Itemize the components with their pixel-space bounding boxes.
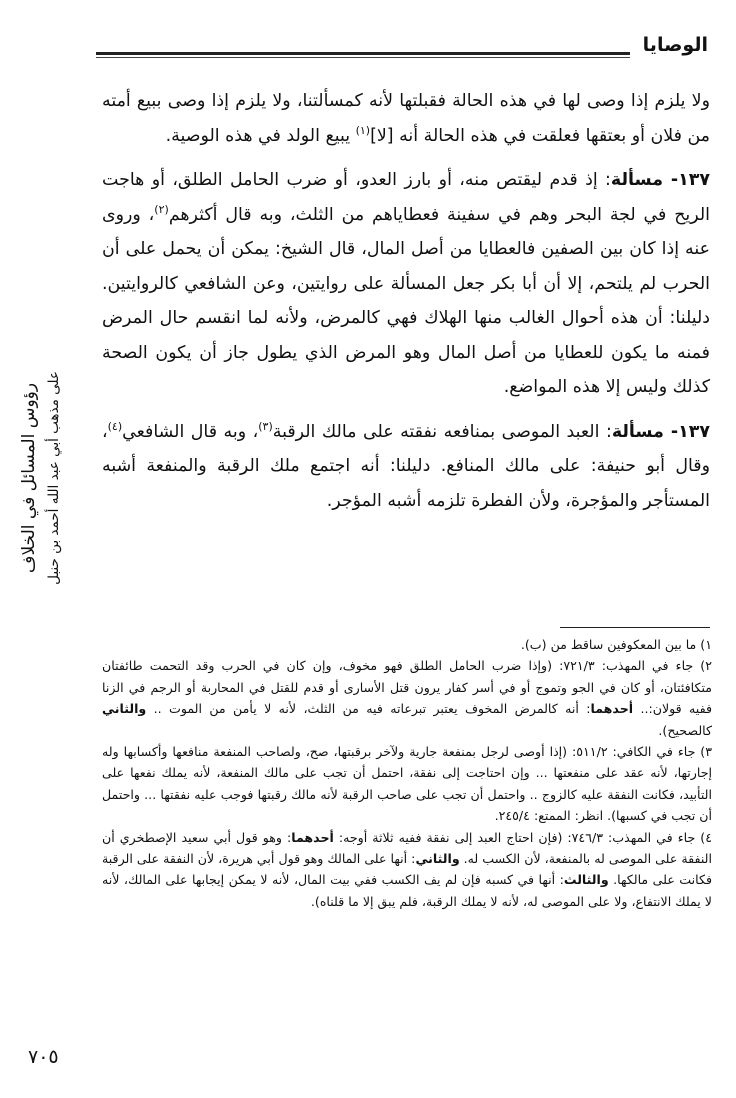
text-run: : إذ قدم ليقتص منه، أو بارز العدو، أو ضرب الحامل الطلق، أو هاجت الريح في لجة البحر وهم في سفينة فعطاياهم من الثلث، وبه قال أكثرهم: [102, 170, 710, 225]
text-run: ، وقال أبو حنيفة: على مالك المنافع. دليلنا: أنه اجتمع ملك الرقبة والمنفعة أشبه المستأجر والمؤجرة، ولأن الفطرة تلزمه أشبه المؤجر.: [102, 421, 710, 511]
footnote-ref: (٢): [154, 202, 169, 216]
side-title-sub: على مذهب أبي عبد الله أحمد بن حنبل: [46, 371, 62, 585]
text-run: : أنها في كسبه فإن لم يف الكسب ففي بيت المال، لأنه لا يمكن إيجابها على المالك، لأنه لا يملك الانتفاع، ولا على الموصى له، لأنه لا يملك الرقبة، فلم يبق إلا ما قلناه).: [102, 872, 712, 909]
bold-term: والثاني: [415, 851, 460, 867]
text-run: : وهو قول أبي سعيد الإصطخري أن النفقة على الموصى له بالمنفعة، لأن الكسب له.: [102, 829, 712, 867]
footnote-ref: (٣): [258, 419, 273, 433]
bold-term: والثالث: [563, 872, 609, 888]
main-text: [102, 84, 710, 518]
bold-term: والثاني: [102, 701, 147, 717]
issue-label: مسألة: [611, 421, 664, 442]
text-run: ، وبه قال الشافعي: [122, 421, 259, 442]
footnote-2: [102, 655, 712, 741]
header-rule-thick: [96, 52, 630, 55]
text-run: ٤) جاء في المهذب: ٧٤٦/٣: (فإن احتاج العبد إلى نفقة ففيه ثلاثة أوجه:: [333, 829, 712, 845]
running-header: [96, 28, 708, 68]
footnotes: [102, 634, 712, 912]
text-run: : أنه كالمرض المخوف يعتبر تبرعاته فيه من الثلث، لأنه لا يأمن من الموت ..: [146, 701, 591, 717]
footnote-4: [102, 827, 712, 913]
text-run: يبيع الولد في هذه الوصية.: [165, 125, 356, 146]
bold-term: أحدهما: [590, 701, 634, 717]
footnote-1: ١) ما بين المعكوفين ساقط من (ب).: [520, 637, 712, 652]
page-number: ٧٠٥: [28, 1046, 59, 1068]
chapter-title: الوصايا: [642, 34, 708, 56]
text-run: : أنها على المالك وهو قول أبي هريرة، لأن النفقة على الرقبة فكانت على مالكها.: [102, 851, 712, 888]
footnote-3: ٣) جاء في الكافي: ٥١١/٢: (إذا أوصى لرجل بمنفعة جارية ولآخر برقبتها، صح، ولصاحب المنفعة منافعها وأكسابها وله إجارتها، لأنه عقد على منفعتها ... وإن احتاجت إلى نفقة، احتمل أن تجب على مالك المنفعة، لأنه يملك نفعها على التأبيد، فكانت النفقة عليه كالزوج .. واحتمل أن تجب على صاحب الرقبة لأنه مالك رقبتها فوجب عليه نفقتها ... واحتمل أن تجب في كسبها). انظر: الممتع: ٢٤٥/٤.: [102, 744, 712, 824]
issue-number: ١٣٧-: [663, 421, 710, 442]
side-title-main: رؤوس المسائل في الخلاف: [19, 382, 39, 574]
paragraph-continuation: [102, 84, 710, 153]
header-rule-thin: [96, 57, 630, 58]
paragraph-issue-137b: [102, 415, 710, 519]
paragraph-issue-137a: [102, 163, 710, 405]
text-run: ولا يلزم إذا وصى لها في هذه الحالة فقبلتها لأنه كمسألتنا، ولا يلزم إذا وصى ببيع أمته من فلان أو بعتقها فعلقت في هذه الحالة أنه [لا]: [102, 91, 710, 146]
text-run: ٢) جاء في المهذب: ٧٢١/٣: (وإذا ضرب الحامل الطلق فهو مخوف، وإن كان في الحرب وقد التحمت طائفتان متكافئتان، أو كان في الجو وتموج أو في أسر كفار يرون قتل الأسارى أو قدم للقتل في المحاربة أو الرجم في الزنا ففيه قولان:..: [102, 658, 712, 717]
footnote-separator: [560, 627, 710, 628]
bold-term: أحدهما: [291, 829, 334, 845]
issue-number: ١٣٧-: [663, 170, 710, 190]
footnote-ref: (١): [355, 123, 371, 137]
footnote-ref: (٤): [107, 419, 123, 433]
side-book-title: [16, 268, 78, 688]
issue-label: مسألة: [610, 170, 663, 190]
text-run: : العبد الموصى بمنافعه نفقته على مالك الرقبة: [272, 421, 612, 442]
text-run: ، وروى عنه إذا كان بين الصفين فالعطايا من أصل المال، قال الشيخ: يمكن أن يحمل على أن الحرب لم يلتحم، إلا أن أبا بكر جعل المسألة على روايتين، وعن الشافعي كالروايتين. دليلنا: أن هذه أحوال الغالب منها الهلاك فهي كالمرض، ولأنه لما انقسم حال المرض فمنه ما يكون للعطايا من أصل المال وهو المرض الذي يطول جاز أن يكون الصحة كذلك وليس إلا هذه المواضع.: [102, 204, 710, 397]
text-run: كالصحيح).: [658, 722, 712, 738]
